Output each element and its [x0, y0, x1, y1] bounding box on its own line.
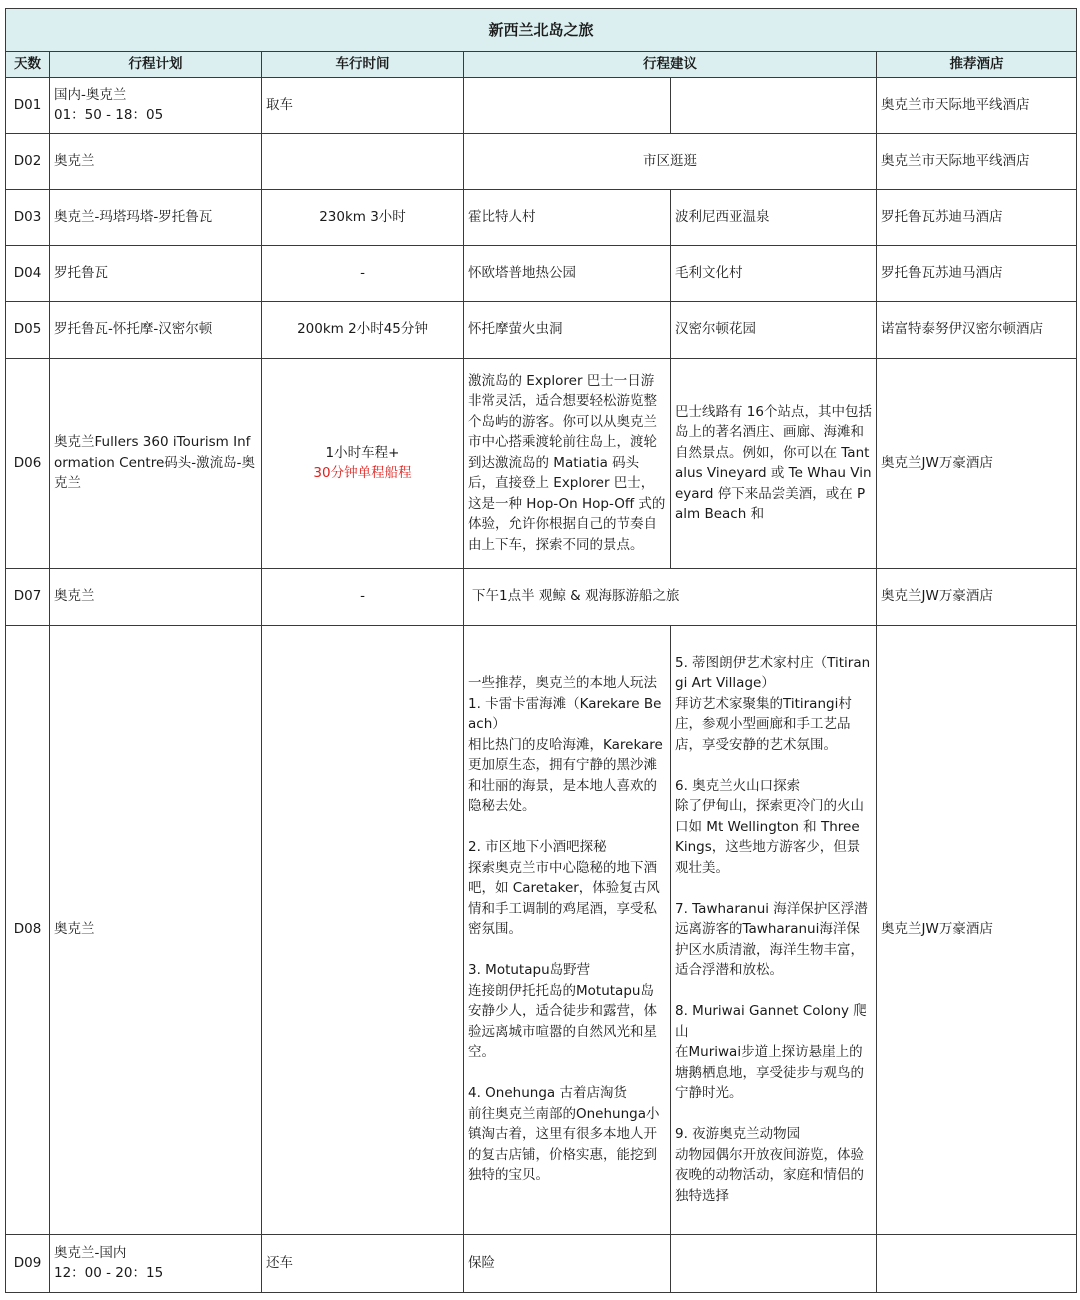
header-advice: 行程建议 [464, 52, 877, 78]
day-cell: D07 [6, 568, 50, 625]
plan-cell: 奥克兰 [50, 568, 262, 625]
drive-cell: 200km 2小时45分钟 [262, 301, 464, 358]
day-cell: D06 [6, 358, 50, 568]
header-hotel: 推荐酒店 [877, 52, 1077, 78]
advice-cell-1: 一些推荐，奥克兰的本地人玩法 1. 卡雷卡雷海滩（Karekare Beach） 相比热门的皮哈海滩，Karekare更加原生态，拥有宁静的黑沙滩和壮丽的海景，是本地人喜欢的隐秘去处。 2. 市区地下小酒吧探秘 探索奥克兰市中心隐秘的地下酒吧，如 Caretaker，体验复古风情和手工调制的鸡尾酒，享受私密氛围。 3. Motutapu岛野营 连接朗伊托托岛的Motutapu岛安静少人，适合徒步和露营，体验远离城市喧嚣的自然风光和星空。 4. Onehunga 古着店淘货 前往奥克兰南部的Onehunga小镇淘古着，这里有很多本地人开的复古店铺，价格实惠，能挖到独特的宝贝。 [464, 625, 671, 1234]
itinerary-table [5, 8, 1077, 1293]
advice-cell-2: 5. 蒂图朗伊艺术家村庄（Titirangi Art Village） 拜访艺术家聚集的Titirangi村庄，参观小型画廊和手工艺品店，享受安静的艺术氛围。 6. 奥克兰火山口探索 除了伊甸山，探索更冷门的火山口如 Mt Wellington 和 Three Kings，这些地方游客少，但景观壮美。 7. Tawharanui 海洋保护区浮潜 远离游客的Tawharanui海洋保护区水质清澈，海洋生物丰富，适合浮潜和放松。 8. Muriwai Gannet Colony 爬山 在Muriwai步道上探访悬崖上的塘鹅栖息地，享受徒步与观鸟的宁静时光。 9. 夜游奥克兰动物园 动物园偶尔开放夜间游览，体验夜晚的动物活动，家庭和情侣的独特选择 [671, 625, 877, 1234]
drive-cell: - [262, 568, 464, 625]
hotel-cell: 诺富特泰努伊汉密尔顿酒店 [877, 301, 1077, 358]
plan-cell: 国内-奥克兰 01：50 - 18：05 [50, 77, 262, 133]
table-row [6, 1234, 1077, 1292]
plan-cell: 罗托鲁瓦-怀托摩-汉密尔顿 [50, 301, 262, 358]
hotel-cell: 罗托鲁瓦苏迪马酒店 [877, 245, 1077, 301]
hotel-cell: 奥克兰JW万豪酒店 [877, 358, 1077, 568]
header-drive: 车行时间 [262, 52, 464, 78]
day-cell: D02 [6, 133, 50, 189]
advice-cell-1: 怀欧塔普地热公园 [464, 245, 671, 301]
itinerary-table-wrap [5, 8, 1076, 1293]
drive-cell [262, 358, 464, 568]
day-cell: D08 [6, 625, 50, 1234]
header-row [6, 52, 1077, 78]
day-cell: D04 [6, 245, 50, 301]
advice-cell: 下午1点半 观鲸 & 观海豚游船之旅 [464, 568, 877, 625]
table-row [6, 358, 1077, 568]
drive-cell [262, 625, 464, 1234]
plan-cell: 奥克兰Fullers 360 iTourism Information Centre码头-激流岛-奥克兰 [50, 358, 262, 568]
table-row [6, 568, 1077, 625]
advice-cell-2: 毛利文化村 [671, 245, 877, 301]
table-title: 新西兰北岛之旅 [6, 9, 1077, 52]
plan-cell: 奥克兰-玛塔玛塔-罗托鲁瓦 [50, 189, 262, 245]
hotel-cell: 奥克兰市天际地平线酒店 [877, 133, 1077, 189]
advice-cell-1: 激流岛的 Explorer 巴士一日游 非常灵活，适合想要轻松游览整个岛屿的游客。你可以从奥克兰市中心搭乘渡轮前往岛上，渡轮到达激流岛的 Matiatia 码头 后，直接登上 Explorer 巴士，这是一种 Hop-On Hop-Off 式的体验，允许你根据自己的节奏自由上下车，探索不同的景点。 [464, 358, 671, 568]
header-plan: 行程计划 [50, 52, 262, 78]
drive-cell: 还车 [262, 1234, 464, 1292]
drive-cell: - [262, 245, 464, 301]
plan-cell: 奥克兰 [50, 625, 262, 1234]
advice-cell-1: 保险 [464, 1234, 671, 1292]
advice-cell-2 [671, 1234, 877, 1292]
table-row [6, 133, 1077, 189]
hotel-cell: 罗托鲁瓦苏迪马酒店 [877, 189, 1077, 245]
advice-cell-2: 巴士线路有 16个站点，其中包括岛上的著名酒庄、画廊、海滩和自然景点。例如，你可以在 Tantalus Vineyard 或 Te Whau Vineyard 停下来品尝美酒，或在 Palm Beach 和 [671, 358, 877, 568]
table-row [6, 245, 1077, 301]
plan-cell: 奥克兰 [50, 133, 262, 189]
advice-cell-1: 霍比特人村 [464, 189, 671, 245]
drive-cell: 取车 [262, 77, 464, 133]
header-day: 天数 [6, 52, 50, 78]
day-cell: D05 [6, 301, 50, 358]
advice-cell-1: 怀托摩萤火虫洞 [464, 301, 671, 358]
day-cell: D01 [6, 77, 50, 133]
day-cell: D03 [6, 189, 50, 245]
day-cell: D09 [6, 1234, 50, 1292]
table-row [6, 189, 1077, 245]
ferry-time-text: 30分钟单程船程 [313, 465, 412, 481]
advice-cell-2: 波利尼西亚温泉 [671, 189, 877, 245]
advice-cell: 市区逛逛 [464, 133, 877, 189]
advice-cell-2: 汉密尔顿花园 [671, 301, 877, 358]
hotel-cell: 奥克兰JW万豪酒店 [877, 568, 1077, 625]
hotel-cell: 奥克兰JW万豪酒店 [877, 625, 1077, 1234]
drive-cell: 230km 3小时 [262, 189, 464, 245]
table-row [6, 301, 1077, 358]
plan-cell: 罗托鲁瓦 [50, 245, 262, 301]
hotel-cell: 奥克兰市天际地平线酒店 [877, 77, 1077, 133]
hotel-cell [877, 1234, 1077, 1292]
drive-cell [262, 133, 464, 189]
advice-cell-1 [464, 77, 671, 133]
plan-cell: 奥克兰-国内 12：00 - 20：15 [50, 1234, 262, 1292]
table-row [6, 77, 1077, 133]
drive-text: 1小时车程+ [325, 444, 400, 461]
table-row [6, 625, 1077, 1234]
advice-cell-2 [671, 77, 877, 133]
